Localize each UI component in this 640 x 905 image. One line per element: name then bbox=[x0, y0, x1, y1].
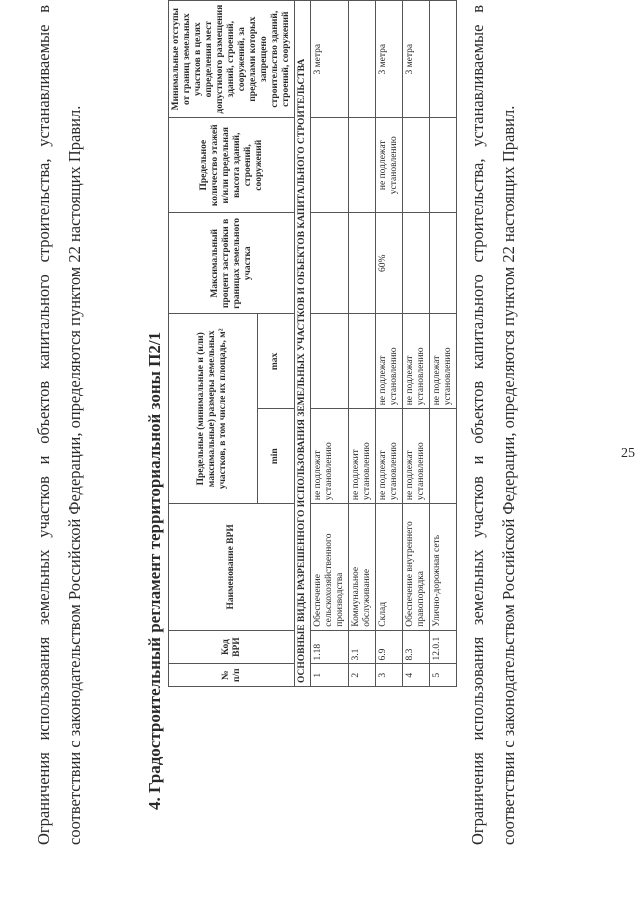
cell-name: Улично-дорожная сеть bbox=[430, 504, 457, 631]
cell-code: 3.1 bbox=[349, 630, 376, 664]
cell-num: 1 bbox=[311, 664, 349, 687]
cell-max: не подлежат установлению bbox=[376, 314, 403, 409]
header-percent: Максимальный процент застройки в границах земельного участка bbox=[169, 213, 295, 314]
cell-min: не подлежат установлению bbox=[376, 409, 403, 504]
cell-code: 8.3 bbox=[403, 630, 430, 664]
cell-num: 3 bbox=[376, 664, 403, 687]
cell-num: 2 bbox=[349, 664, 376, 687]
cell-name: Обеспечение сельскохозяйственного производства bbox=[311, 504, 349, 631]
regulation-table bbox=[168, 0, 457, 687]
cell-percent: 60% bbox=[376, 213, 403, 314]
table-row bbox=[403, 1, 430, 687]
section-label: ОСНОВНЫЕ ВИДЫ РАЗРЕШЕННОГО ИСПОЛЬЗОВАНИЯ ЗЕМЕЛЬНЫХ УЧАСТКОВ И ОБЪЕКТОВ КАПИТАЛЬНОГО СТРОИТЕЛЬСТВА bbox=[295, 1, 311, 687]
cell-indent: 3 метра bbox=[403, 1, 430, 118]
cell-percent bbox=[403, 213, 430, 314]
page-number: 25 bbox=[621, 446, 635, 461]
cell-percent bbox=[349, 213, 376, 314]
cell-min: не подлежат установлению bbox=[403, 409, 430, 504]
cell-max: не подлежат установлению bbox=[430, 314, 457, 409]
cell-code: 6.9 bbox=[376, 630, 403, 664]
cell-max bbox=[349, 314, 376, 409]
table-row bbox=[430, 1, 457, 687]
cell-name: Склад bbox=[376, 504, 403, 631]
cell-num: 4 bbox=[403, 664, 430, 687]
cell-indent: 3 метра bbox=[376, 1, 403, 118]
header-name: Наименование ВРИ bbox=[169, 504, 295, 631]
cell-percent bbox=[430, 213, 457, 314]
header-min: min bbox=[257, 409, 294, 504]
header-code: Код ВРИ bbox=[169, 630, 295, 664]
table-row bbox=[349, 1, 376, 687]
section-title: 4. Градостроительный регламент территориальной зоны П2/1 bbox=[145, 331, 164, 810]
cell-indent bbox=[349, 1, 376, 118]
cell-max: не подлежат установлению bbox=[403, 314, 430, 409]
cell-name: Коммунальное обслуживание bbox=[349, 504, 376, 631]
cell-floors bbox=[430, 118, 457, 213]
cell-floors bbox=[349, 118, 376, 213]
cell-indent bbox=[430, 1, 457, 118]
cell-name: Обеспечение внутреннего правопорядка bbox=[403, 504, 430, 631]
cell-min bbox=[430, 409, 457, 504]
cell-indent: 3 метра bbox=[311, 1, 349, 118]
header-max: max bbox=[257, 314, 294, 409]
cell-floors: не подлежат установлению bbox=[376, 118, 403, 213]
header-indent: Минимальные отступы от границ земельных участков в целях определения мест допустимого размещения зданий, строений, сооружений, за пределами которых запрещено строительство зданий, строений, сооружений bbox=[169, 1, 295, 118]
cell-num: 5 bbox=[430, 664, 457, 687]
cell-max bbox=[311, 314, 349, 409]
header-size-group: Предельные (минимальные и (или) максимальные) размеры земельных участков, в том числе их площадь, м² bbox=[169, 314, 258, 504]
paragraph-top: Ограничения использования земельных участков и объектов капитального строительства, устанавливаемые в соответствии с законодательством Российской Федерации, определяются пунктом 22 настоящих Правил. bbox=[34, 5, 84, 845]
table-row bbox=[376, 1, 403, 687]
cell-percent bbox=[311, 213, 349, 314]
paragraph-bottom: Ограничения использования земельных участков и объектов капитального строительства, устанавливаемые в соответствии с законодательством Российской Федерации, определяются пунктом 22 настоящих Правил. bbox=[468, 5, 518, 845]
table-row bbox=[311, 1, 349, 687]
cell-code: 1.18 bbox=[311, 630, 349, 664]
cell-floors bbox=[311, 118, 349, 213]
cell-floors bbox=[403, 118, 430, 213]
cell-code: 12.0.1 bbox=[430, 630, 457, 664]
cell-min: не подлежат установлению bbox=[311, 409, 349, 504]
header-floors: Предельное количество этажей и/или предельная высота зданий, строений, сооружений bbox=[169, 118, 295, 213]
cell-min: не подлежит установлению bbox=[349, 409, 376, 504]
header-num: № п/п bbox=[169, 664, 295, 687]
